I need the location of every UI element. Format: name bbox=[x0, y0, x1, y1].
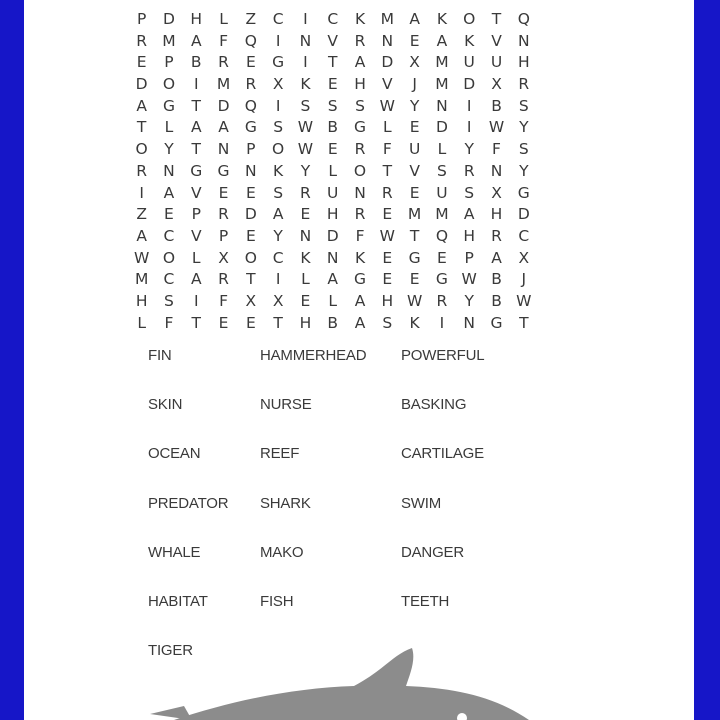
grid-letter: U bbox=[436, 183, 448, 202]
grid-letter: E bbox=[409, 183, 420, 202]
grid-letter: Y bbox=[464, 291, 474, 310]
grid-letter: W bbox=[297, 140, 314, 159]
grid-letter: A bbox=[327, 270, 339, 289]
grid-letter: E bbox=[409, 118, 420, 137]
grid-letter: C bbox=[272, 248, 284, 267]
grid-letter: O bbox=[272, 140, 285, 159]
grid-letter: B bbox=[491, 270, 502, 289]
grid-letter: W bbox=[297, 118, 314, 137]
grid-letter: F bbox=[219, 291, 228, 310]
grid-letter: V bbox=[491, 31, 502, 50]
grid-letter: P bbox=[464, 248, 474, 267]
grid-letter: I bbox=[193, 291, 199, 310]
grid-letter: E bbox=[164, 205, 174, 224]
grid-letter: D bbox=[463, 75, 476, 94]
grid-letter: E bbox=[382, 270, 393, 289]
grid-letter: O bbox=[162, 75, 176, 94]
grid-letter: X bbox=[272, 75, 284, 94]
grid-letter: U bbox=[490, 53, 503, 72]
grid-letter: C bbox=[518, 226, 530, 245]
word-list-item: PREDATOR bbox=[148, 494, 229, 512]
grid-letter: E bbox=[437, 248, 447, 267]
grid-letter: W bbox=[133, 248, 150, 267]
grid-letter: A bbox=[190, 270, 202, 289]
grid-letter: W bbox=[461, 270, 477, 289]
grid-letter: T bbox=[273, 313, 283, 332]
grid-letter: A bbox=[190, 31, 202, 50]
word-list-item: SKIN bbox=[148, 396, 183, 414]
grid-letter: W bbox=[406, 291, 423, 310]
grid-letter: P bbox=[191, 205, 201, 224]
grid-letter: B bbox=[190, 53, 202, 72]
grid-letter: F bbox=[355, 226, 365, 245]
grid-letter: K bbox=[273, 161, 284, 180]
grid-letter: L bbox=[328, 291, 338, 310]
grid-letter: Q bbox=[517, 10, 530, 28]
grid-letter: V bbox=[190, 183, 202, 202]
grid-letter: K bbox=[354, 10, 366, 28]
grid-letter: X bbox=[491, 183, 502, 202]
grid-letter: R bbox=[354, 31, 366, 50]
grid-letter: G bbox=[162, 96, 175, 115]
grid-letter: Y bbox=[519, 161, 529, 180]
word-list-item: TIGER bbox=[148, 642, 193, 660]
grid-letter: A bbox=[190, 118, 202, 137]
grid-letter: K bbox=[409, 313, 420, 332]
worksheet-page bbox=[24, 0, 694, 720]
grid-letter: N bbox=[299, 31, 312, 50]
grid-letter: I bbox=[303, 10, 308, 28]
grid-letter: N bbox=[245, 161, 257, 180]
grid-letter: K bbox=[354, 248, 366, 267]
grid-letter: W bbox=[379, 226, 395, 245]
grid-letter: A bbox=[491, 248, 502, 267]
grid-letter: G bbox=[517, 183, 530, 202]
grid-letter: R bbox=[354, 140, 366, 159]
grid-letter: M bbox=[380, 10, 394, 28]
grid-letter: V bbox=[190, 226, 202, 245]
grid-letter: D bbox=[381, 53, 394, 72]
grid-letter: E bbox=[218, 313, 229, 332]
grid-letter: N bbox=[463, 313, 476, 332]
grid-letter: B bbox=[491, 96, 502, 115]
grid-letter: R bbox=[518, 75, 530, 94]
grid-letter: V bbox=[382, 75, 393, 94]
grid-letter: J bbox=[521, 270, 527, 289]
grid-letter: S bbox=[300, 96, 311, 115]
grid-letter: R bbox=[436, 291, 448, 310]
grid-letter: A bbox=[218, 118, 229, 137]
grid-letter: S bbox=[273, 118, 284, 137]
grid-letter: A bbox=[136, 96, 147, 115]
grid-letter: E bbox=[218, 183, 229, 202]
grid-letter: R bbox=[300, 183, 311, 202]
grid-letter: L bbox=[191, 248, 201, 267]
grid-letter: G bbox=[408, 248, 421, 267]
word-list-item: REEF bbox=[260, 445, 300, 463]
grid-letter: S bbox=[164, 291, 174, 310]
grid-letter: P bbox=[246, 140, 256, 159]
grid-letter: G bbox=[354, 270, 367, 289]
grid-letter: E bbox=[327, 75, 338, 94]
grid-letter: O bbox=[162, 248, 176, 267]
word-list-item: SWIM bbox=[401, 494, 442, 512]
grid-letter: E bbox=[327, 140, 338, 159]
grid-letter: R bbox=[136, 161, 148, 180]
word-list-item: CARTILAGE bbox=[401, 445, 484, 463]
grid-letter: H bbox=[354, 75, 366, 94]
grid-letter: B bbox=[327, 118, 339, 137]
grid-letter: S bbox=[518, 96, 529, 115]
grid-letter: S bbox=[518, 140, 529, 159]
grid-letter: M bbox=[435, 75, 449, 94]
grid-letter: L bbox=[219, 10, 228, 28]
grid-letter: E bbox=[382, 248, 393, 267]
grid-letter: D bbox=[244, 205, 257, 224]
grid-letter: H bbox=[299, 313, 312, 332]
grid-letter: F bbox=[492, 140, 501, 159]
grid-letter: W bbox=[379, 96, 395, 115]
grid-letter: A bbox=[163, 183, 175, 202]
grid-letter: R bbox=[381, 183, 393, 202]
grid-letter: L bbox=[301, 270, 310, 289]
grid-letter: R bbox=[354, 205, 366, 224]
grid-letter: J bbox=[412, 75, 417, 94]
word-list-item: NURSE bbox=[260, 396, 312, 414]
grid-letter: I bbox=[439, 313, 445, 332]
grid-letter: N bbox=[163, 161, 175, 180]
grid-letter: A bbox=[463, 205, 475, 224]
grid-letter: Y bbox=[519, 118, 529, 137]
grid-letter: O bbox=[353, 161, 367, 180]
grid-letter: T bbox=[191, 313, 201, 332]
grid-letter: L bbox=[137, 313, 146, 332]
grid-letter: O bbox=[135, 140, 148, 159]
grid-letter: Z bbox=[245, 10, 257, 28]
grid-letter: G bbox=[190, 161, 203, 180]
word-list-item: SHARK bbox=[260, 494, 311, 512]
grid-letter: X bbox=[409, 53, 420, 72]
grid-letter: R bbox=[136, 31, 148, 50]
word-list-item: HAMMERHEAD bbox=[260, 347, 367, 364]
grid-letter: O bbox=[244, 248, 257, 267]
grid-letter: A bbox=[409, 10, 420, 28]
grid-letter: H bbox=[326, 205, 339, 224]
grid-letter: I bbox=[275, 96, 281, 115]
grid-letter: N bbox=[518, 31, 530, 50]
grid-letter: E bbox=[136, 53, 147, 72]
grid-letter: S bbox=[464, 183, 475, 202]
word-list-item: FISH bbox=[260, 592, 294, 610]
grid-letter: X bbox=[272, 291, 284, 310]
grid-letter: Y bbox=[164, 140, 174, 159]
grid-letter: A bbox=[436, 31, 448, 50]
grid-letter: R bbox=[463, 161, 475, 180]
grid-letter: Y bbox=[300, 161, 311, 180]
grid-letter: E bbox=[245, 53, 256, 72]
grid-letter: A bbox=[354, 291, 366, 310]
grid-letter: I bbox=[193, 75, 199, 94]
word-list-item: TEETH bbox=[401, 592, 450, 610]
grid-letter: X bbox=[218, 248, 229, 267]
grid-letter: X bbox=[491, 75, 502, 94]
grid-letter: H bbox=[463, 226, 476, 245]
grid-letter: W bbox=[516, 291, 532, 310]
grid-letter: G bbox=[354, 118, 367, 137]
grid-letter: C bbox=[327, 10, 339, 28]
grid-letter: K bbox=[300, 248, 311, 267]
grid-letter: E bbox=[245, 313, 256, 332]
shark-silhouette-icon bbox=[144, 640, 564, 720]
grid-letter: T bbox=[136, 118, 147, 137]
grid-letter: R bbox=[218, 53, 229, 72]
grid-letter: D bbox=[217, 96, 230, 115]
grid-letter: L bbox=[383, 118, 392, 137]
grid-letter: A bbox=[272, 205, 284, 224]
grid-letter: M bbox=[134, 270, 149, 289]
grid-letter: D bbox=[162, 10, 175, 28]
grid-letter: R bbox=[218, 270, 229, 289]
grid-letter: L bbox=[437, 140, 447, 159]
grid-letter: N bbox=[354, 183, 366, 202]
grid-letter: I bbox=[303, 53, 308, 72]
grid-letter: A bbox=[354, 313, 366, 332]
grid-letter: Y bbox=[409, 96, 420, 115]
grid-letter: C bbox=[163, 270, 175, 289]
grid-letter: Q bbox=[244, 31, 257, 50]
grid-letter: G bbox=[244, 118, 257, 137]
grid-letter: C bbox=[163, 226, 175, 245]
grid-letter: E bbox=[409, 31, 420, 50]
word-list-item: DANGER bbox=[401, 543, 464, 561]
grid-letter: N bbox=[217, 140, 230, 159]
grid-letter: T bbox=[519, 313, 529, 332]
grid-letter: E bbox=[245, 226, 256, 245]
grid-letter: S bbox=[382, 313, 393, 332]
grid-letter: T bbox=[191, 96, 201, 115]
grid-letter: P bbox=[218, 226, 229, 245]
grid-letter: N bbox=[490, 161, 503, 180]
grid-letter: X bbox=[518, 248, 530, 267]
grid-letter: P bbox=[136, 10, 147, 28]
word-list-item: WHALE bbox=[148, 543, 201, 561]
grid-letter: F bbox=[219, 31, 228, 50]
grid-letter: G bbox=[435, 270, 448, 289]
grid-letter: H bbox=[381, 291, 394, 310]
grid-letter: S bbox=[436, 161, 447, 180]
grid-letter: I bbox=[139, 183, 144, 202]
grid-letter: T bbox=[409, 226, 420, 245]
grid-letter: A bbox=[136, 226, 147, 245]
grid-letter: E bbox=[300, 291, 311, 310]
grid-letter: N bbox=[436, 96, 448, 115]
grid-letter: T bbox=[191, 140, 201, 159]
grid-letter: K bbox=[300, 75, 311, 94]
grid-letter: D bbox=[326, 226, 339, 245]
grid-letter: R bbox=[245, 75, 257, 94]
grid-letter: E bbox=[245, 183, 256, 202]
grid-letter: M bbox=[216, 75, 231, 94]
grid-letter: T bbox=[382, 161, 393, 180]
grid-letter: F bbox=[382, 140, 392, 159]
grid-letter: G bbox=[217, 161, 230, 180]
grid-letter: G bbox=[490, 313, 503, 332]
grid-letter: T bbox=[327, 53, 338, 72]
grid-letter: R bbox=[491, 226, 502, 245]
grid-letter: U bbox=[408, 140, 421, 159]
letter-grid bbox=[128, 9, 537, 334]
grid-letter: H bbox=[190, 10, 203, 28]
grid-letter: H bbox=[135, 291, 148, 310]
grid-letter: K bbox=[436, 10, 447, 28]
grid-letter: M bbox=[407, 205, 422, 224]
grid-letter: Y bbox=[273, 226, 283, 245]
grid-letter: O bbox=[463, 10, 476, 28]
grid-letter: D bbox=[517, 205, 530, 224]
grid-letter: A bbox=[354, 53, 366, 72]
grid-letter: D bbox=[435, 118, 448, 137]
grid-letter: Z bbox=[136, 205, 147, 224]
grid-letter: T bbox=[491, 10, 502, 28]
word-list-item: MAKO bbox=[260, 543, 304, 561]
grid-letter: N bbox=[381, 31, 394, 50]
grid-letter: H bbox=[490, 205, 503, 224]
grid-letter: B bbox=[327, 313, 339, 332]
grid-letter: U bbox=[327, 183, 339, 202]
grid-letter: I bbox=[275, 31, 281, 50]
word-list-item: POWERFUL bbox=[401, 347, 485, 364]
grid-letter: F bbox=[164, 313, 174, 332]
grid-letter: V bbox=[327, 31, 339, 50]
grid-letter: M bbox=[162, 31, 176, 50]
grid-letter: E bbox=[382, 205, 393, 224]
word-list-item: HABITAT bbox=[148, 592, 208, 610]
grid-letter: I bbox=[275, 270, 281, 289]
grid-letter: G bbox=[272, 53, 285, 72]
grid-letter: V bbox=[409, 161, 420, 180]
grid-letter: Y bbox=[464, 140, 474, 159]
grid-letter: D bbox=[135, 75, 148, 94]
grid-letter: H bbox=[517, 53, 530, 72]
grid-letter: P bbox=[164, 53, 174, 72]
grid-letter: U bbox=[463, 53, 475, 72]
grid-letter: C bbox=[272, 10, 284, 28]
grid-letter: M bbox=[435, 205, 449, 224]
word-list-item: FIN bbox=[148, 347, 172, 364]
grid-letter: K bbox=[464, 31, 475, 50]
grid-letter: E bbox=[409, 270, 420, 289]
grid-letter: S bbox=[273, 183, 284, 202]
grid-letter: X bbox=[245, 291, 257, 310]
grid-letter: T bbox=[246, 270, 256, 289]
grid-letter: W bbox=[488, 118, 505, 137]
grid-letter: I bbox=[466, 118, 472, 137]
grid-letter: Q bbox=[435, 226, 449, 245]
word-list-item: OCEAN bbox=[148, 445, 201, 463]
word-list bbox=[148, 344, 551, 688]
grid-letter: I bbox=[466, 96, 472, 115]
grid-letter: L bbox=[164, 118, 174, 137]
grid-letter: R bbox=[218, 205, 229, 224]
grid-letter: Q bbox=[244, 96, 257, 115]
grid-letter: S bbox=[327, 96, 338, 115]
grid-letter: L bbox=[328, 161, 338, 180]
grid-letter: N bbox=[326, 248, 339, 267]
grid-letter: M bbox=[435, 53, 449, 72]
grid-letter: S bbox=[355, 96, 365, 115]
grid-letter: B bbox=[491, 291, 502, 310]
word-list-item: BASKING bbox=[401, 396, 467, 414]
grid-letter: E bbox=[300, 205, 311, 224]
grid-letter: N bbox=[299, 226, 312, 245]
